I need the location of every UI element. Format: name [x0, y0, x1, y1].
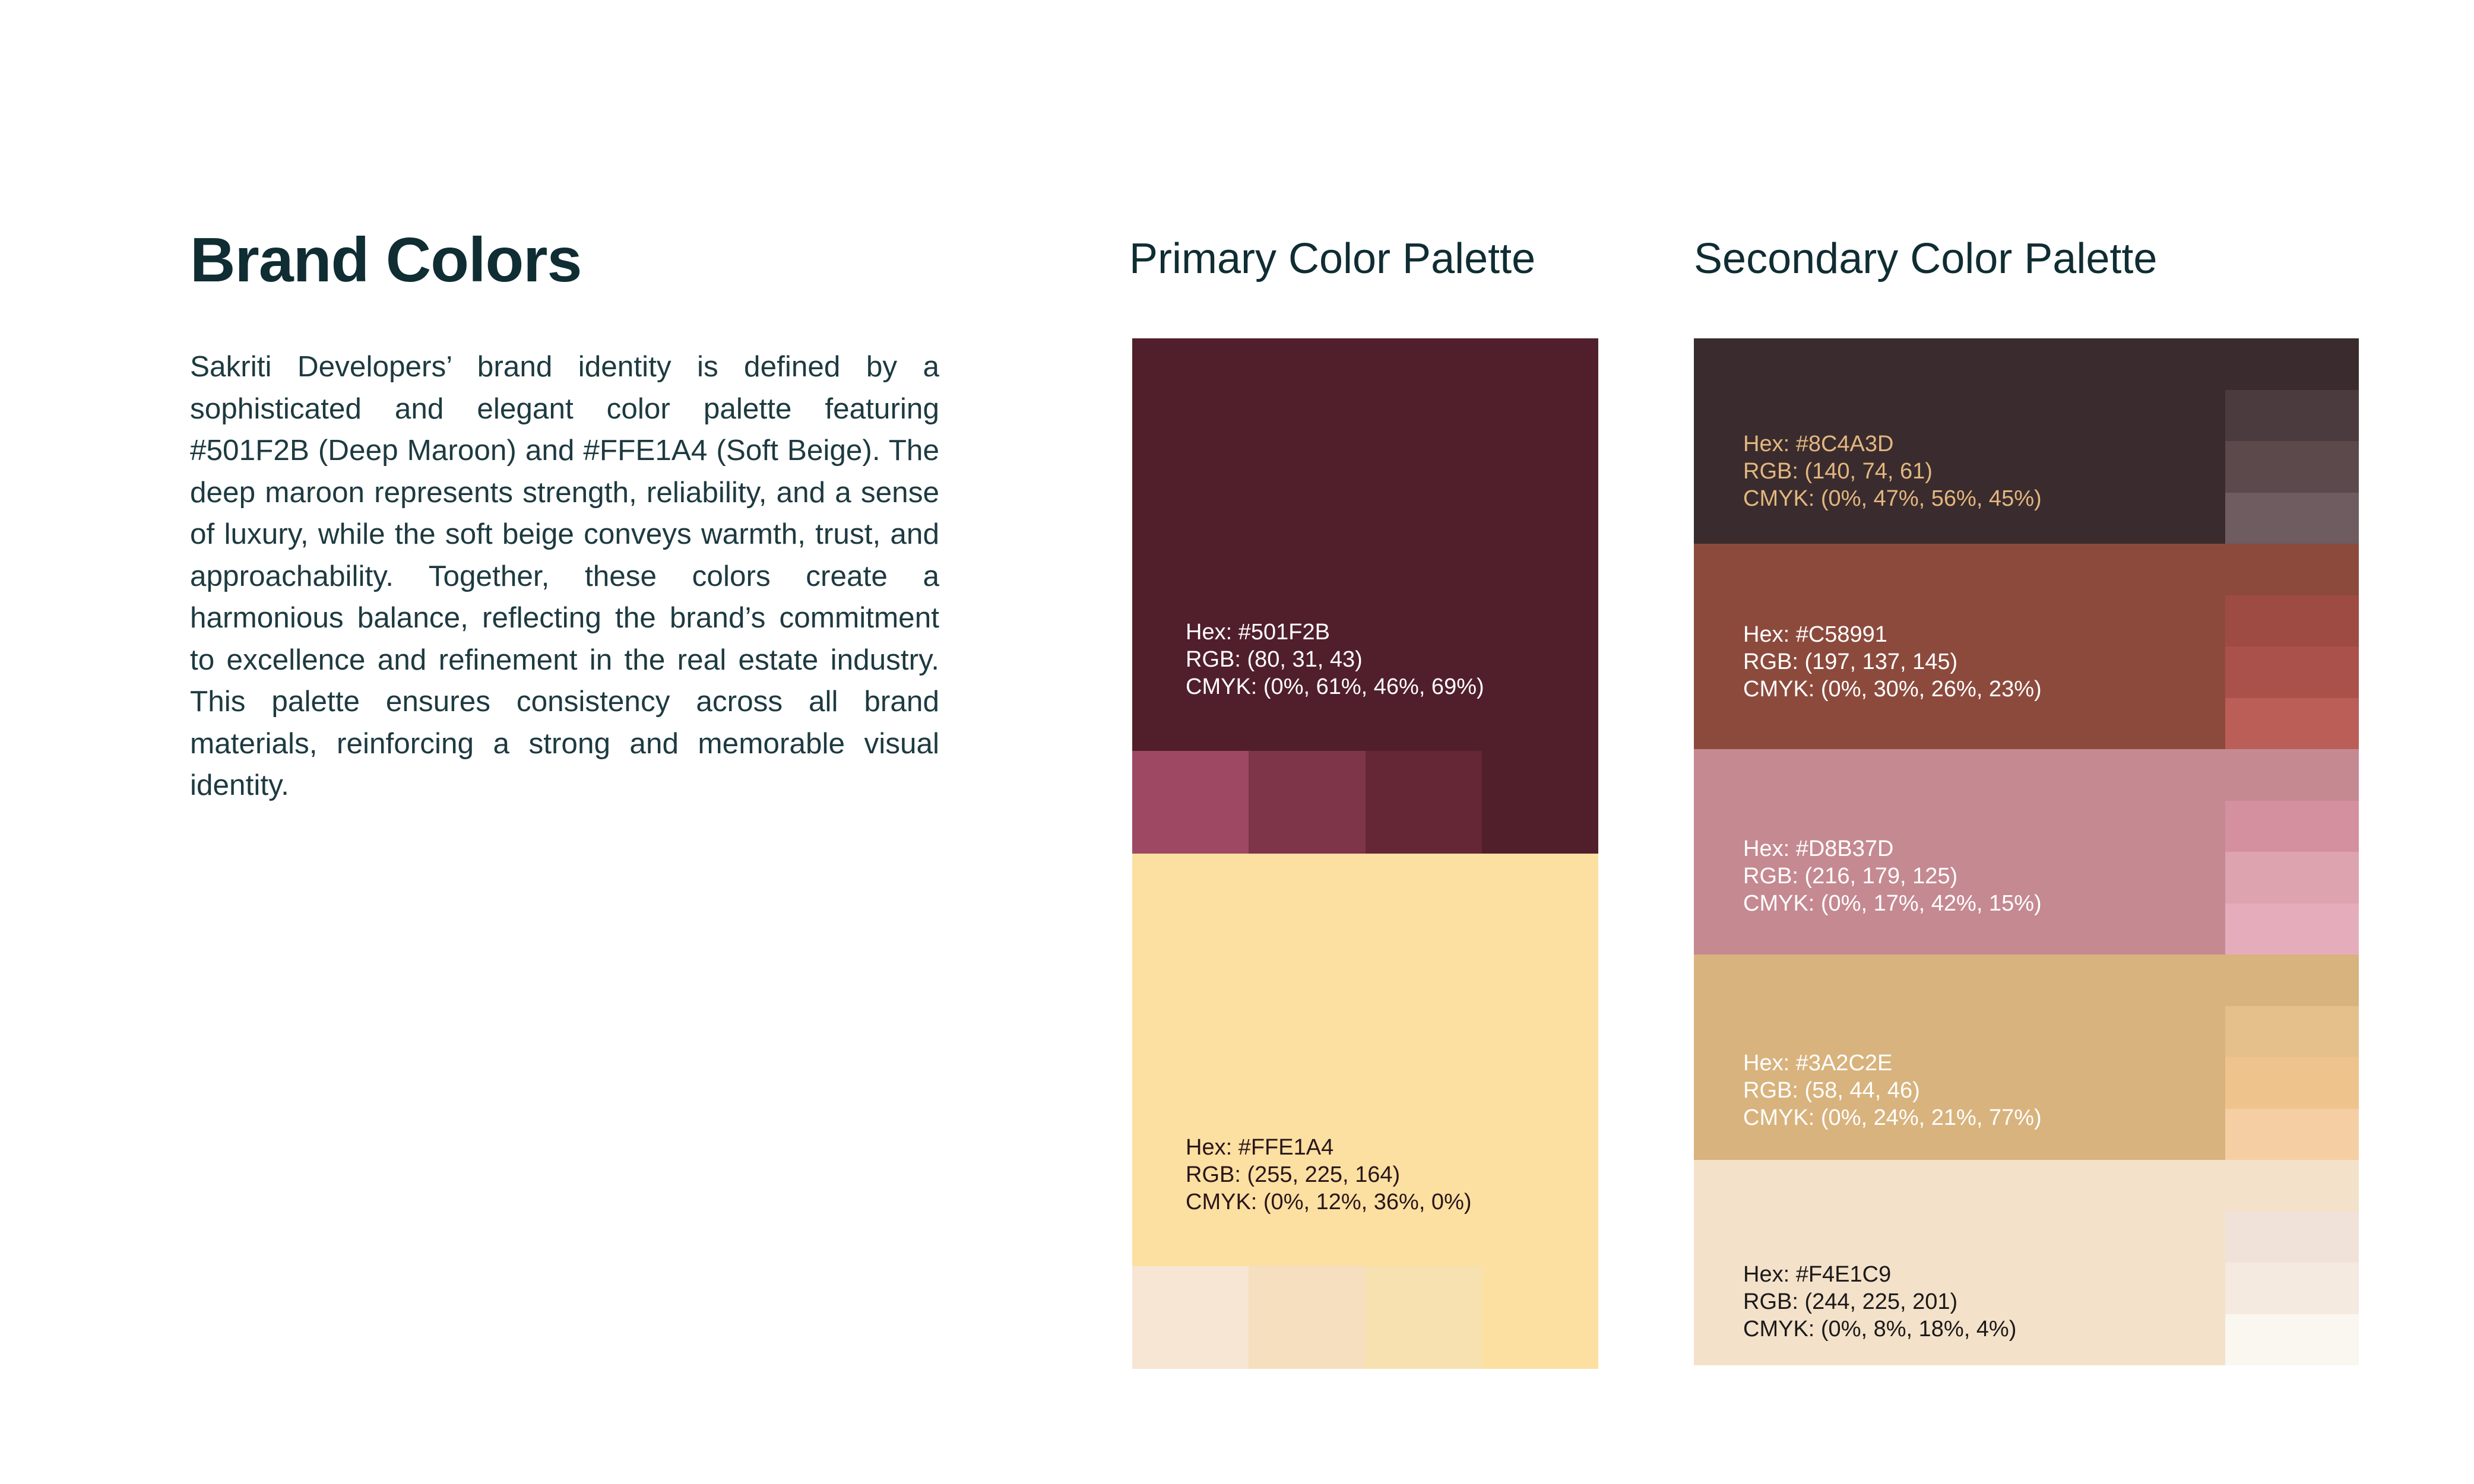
cmyk-value: CMYK: (0%, 24%, 21%, 77%)	[1743, 1105, 2042, 1130]
cmyk-value: CMYK: (0%, 17%, 42%, 15%)	[1743, 891, 2042, 916]
rgb-value: RGB: (244, 225, 201)	[1743, 1289, 1958, 1314]
shade-swatch	[2225, 1057, 2359, 1109]
shade-strip	[1132, 1266, 1598, 1369]
color-specs	[1743, 430, 2042, 512]
hex-value: Hex: #C58991	[1743, 622, 1887, 647]
shade-strip	[1132, 751, 1598, 854]
rgb-value: RGB: (255, 225, 164)	[1186, 1162, 1401, 1187]
shade-swatch	[1482, 751, 1598, 854]
color-specs	[1743, 1261, 2016, 1343]
shade-strip	[2225, 1160, 2359, 1365]
brand-description: Sakriti Developers’ brand identity is defined by a sophisticated and elegant color palette featuring #501F2B (Deep Maroon) and #FFE1A4 (Soft Beige). The deep maroon represents strength, reliability, and a sense of luxury, while the soft beige conveys warmth, trust, and approachability. Together, these colors create a harmonious balance, reflecting the brand’s commitment to excellence and refinement in the real estate industry. This palette ensures consistency across all brand materials, reinforcing a strong and memorable visual identity.	[190, 350, 939, 801]
cmyk-value: CMYK: (0%, 12%, 36%, 0%)	[1186, 1190, 1472, 1215]
shade-swatch	[1366, 751, 1482, 854]
rgb-value: RGB: (140, 74, 61)	[1743, 459, 1933, 484]
shade-strip	[2225, 955, 2359, 1160]
shade-swatch	[2225, 955, 2359, 1006]
shade-swatch	[2225, 1314, 2359, 1366]
secondary-color-band	[1694, 338, 2359, 544]
primary-palette-title: Primary Color Palette	[1129, 235, 1536, 283]
shade-swatch	[2225, 698, 2359, 750]
cmyk-value: CMYK: (0%, 61%, 46%, 69%)	[1186, 674, 1484, 699]
color-swatch	[1694, 338, 2225, 544]
secondary-color-band	[1694, 1160, 2359, 1365]
hex-value: Hex: #FFE1A4	[1186, 1135, 1334, 1160]
shade-swatch	[2225, 338, 2359, 390]
color-swatch	[1694, 1160, 2225, 1365]
color-specs	[1186, 619, 1484, 700]
primary-color-maroon	[1132, 338, 1598, 854]
shade-swatch	[2225, 595, 2359, 647]
shade-swatch	[2225, 1160, 2359, 1212]
color-specs	[1743, 621, 2042, 703]
color-specs	[1743, 835, 2042, 917]
hex-value: Hex: #501F2B	[1186, 620, 1330, 645]
shade-swatch	[2225, 1263, 2359, 1314]
shade-swatch	[1366, 1266, 1482, 1369]
primary-color-beige	[1132, 854, 1598, 1365]
hex-value: Hex: #3A2C2E	[1743, 1051, 1893, 1076]
color-specs	[1186, 1134, 1472, 1216]
shade-swatch	[2225, 801, 2359, 852]
shade-swatch	[1249, 1266, 1365, 1369]
rgb-value: RGB: (58, 44, 46)	[1743, 1078, 1920, 1103]
primary-palette	[1132, 338, 1598, 1365]
color-swatch	[1694, 955, 2225, 1160]
hex-value: Hex: #D8B37D	[1743, 836, 1894, 861]
color-swatch	[1132, 854, 1598, 1266]
shade-swatch	[2225, 749, 2359, 801]
color-swatch	[1694, 749, 2225, 955]
page-title: Brand Colors	[190, 225, 582, 295]
shade-swatch	[2225, 1212, 2359, 1263]
hex-value: Hex: #8C4A3D	[1743, 432, 1894, 456]
color-swatch	[1132, 338, 1598, 751]
cmyk-value: CMYK: (0%, 30%, 26%, 23%)	[1743, 677, 2042, 702]
cmyk-value: CMYK: (0%, 47%, 56%, 45%)	[1743, 486, 2042, 511]
secondary-palette-title: Secondary Color Palette	[1694, 235, 2158, 283]
shade-strip	[2225, 544, 2359, 749]
hex-value: Hex: #F4E1C9	[1743, 1262, 1892, 1287]
shade-swatch	[2225, 544, 2359, 595]
shade-strip	[2225, 749, 2359, 955]
color-swatch	[1694, 544, 2225, 749]
secondary-color-band	[1694, 544, 2359, 749]
cmyk-value: CMYK: (0%, 8%, 18%, 4%)	[1743, 1317, 2017, 1342]
secondary-color-band	[1694, 955, 2359, 1160]
shade-swatch	[2225, 441, 2359, 493]
rgb-value: RGB: (80, 31, 43)	[1186, 647, 1363, 672]
shade-strip	[2225, 338, 2359, 544]
shade-swatch	[2225, 852, 2359, 903]
secondary-palette	[1694, 338, 2359, 1365]
shade-swatch	[2225, 646, 2359, 698]
shade-swatch	[2225, 493, 2359, 544]
color-specs	[1743, 1049, 2042, 1131]
rgb-value: RGB: (197, 137, 145)	[1743, 649, 1958, 674]
shade-swatch	[1132, 751, 1249, 854]
shade-swatch	[1132, 1266, 1249, 1369]
shade-swatch	[2225, 1109, 2359, 1160]
secondary-color-band	[1694, 749, 2359, 955]
shade-swatch	[1249, 751, 1365, 854]
shade-swatch	[2225, 903, 2359, 955]
shade-swatch	[1482, 1266, 1598, 1369]
rgb-value: RGB: (216, 179, 125)	[1743, 864, 1958, 889]
shade-swatch	[2225, 390, 2359, 442]
shade-swatch	[2225, 1006, 2359, 1058]
